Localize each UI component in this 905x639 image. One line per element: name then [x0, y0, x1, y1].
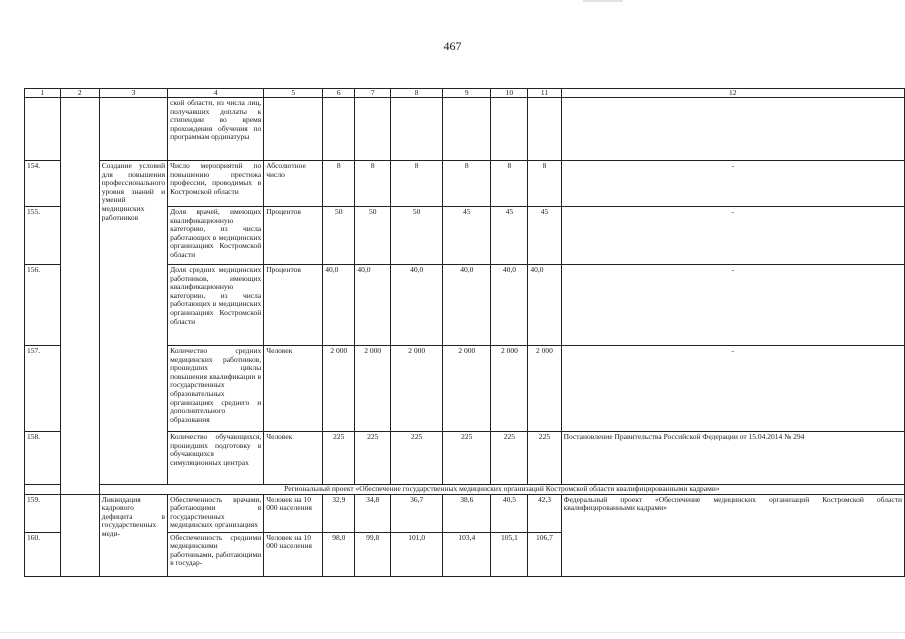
column-2-cell — [60, 98, 99, 495]
header-cell: 10 — [491, 89, 528, 98]
section-row — [25, 485, 905, 495]
note-cell: - — [561, 161, 904, 207]
table-row — [25, 161, 905, 207]
note-cell: - — [561, 346, 904, 432]
row-number: 157. — [25, 346, 61, 432]
value-cell: 8 — [323, 161, 355, 207]
value-cell: 40,0 — [391, 265, 443, 346]
header-cell: 12 — [561, 89, 904, 98]
row-number: 154. — [25, 161, 61, 207]
value-cell: 101,0 — [391, 532, 443, 576]
unit-cell: Человек на 10 000 населения — [264, 494, 323, 532]
value-cell: 38,6 — [443, 494, 491, 532]
scan-edge-line — [0, 632, 905, 633]
value-cell: 8 — [443, 161, 491, 207]
scan-artifact — [583, 0, 623, 2]
value-cell: 2 000 — [491, 346, 528, 432]
row-number — [25, 98, 61, 161]
group-cell: Создание условий для повышения профессионального уровня знаний и умений медицинских работников — [99, 161, 167, 485]
indicators-table-wrap — [24, 88, 905, 577]
value-cell: 2 000 — [443, 346, 491, 432]
row-number: 159. — [25, 494, 61, 532]
row-number: 155. — [25, 207, 61, 265]
unit-cell: Абсолютное число — [264, 161, 323, 207]
indicator-cell: Обеспеченность средними медицинскими работниками, работающими в государ- — [168, 532, 264, 576]
indicator-cell: Количество обучающихся, прошедших подготовку в обучающихся симуляционных центрах — [168, 432, 264, 485]
indicators-table — [24, 88, 905, 577]
value-cell: 105,1 — [491, 532, 528, 576]
value-cell: 99,8 — [355, 532, 391, 576]
value-cell: 50 — [323, 207, 355, 265]
table-row — [25, 98, 905, 161]
indicator-cell: Обеспеченность врачами, работающими в государственных медицинских организациях — [168, 494, 264, 532]
header-cell: 4 — [168, 89, 264, 98]
row-number: 160. — [25, 532, 61, 576]
header-cell: 11 — [528, 89, 561, 98]
value-cell: 45 — [491, 207, 528, 265]
value-cell: 8 — [491, 161, 528, 207]
unit-cell — [264, 98, 323, 161]
value-cell: 2 000 — [323, 346, 355, 432]
note-cell: - — [561, 207, 904, 265]
row-number: 158. — [25, 432, 61, 485]
value-cell: 40,0 — [323, 265, 355, 346]
value-cell: 40,0 — [491, 265, 528, 346]
value-cell: 2 000 — [355, 346, 391, 432]
value-cell: 8 — [355, 161, 391, 207]
group-cell — [99, 98, 167, 161]
value-cell: 225 — [528, 432, 561, 485]
unit-cell: Человек на 10 000 населения — [264, 532, 323, 576]
header-cell: 2 — [60, 89, 99, 98]
note-cell: Федеральный проект «Обеспечение медицинских организаций Костромской области квалифицированными кадрами» — [561, 494, 904, 576]
value-cell: 34,8 — [355, 494, 391, 532]
unit-cell: Человек — [264, 346, 323, 432]
page-number: 467 — [443, 39, 462, 53]
value-cell — [355, 98, 391, 161]
header-cell: 3 — [99, 89, 167, 98]
group-cell: Ликвидация кадрового дефицита в государственных меди- — [99, 494, 167, 576]
value-cell: 225 — [443, 432, 491, 485]
indicator-cell: Доля средних медицинских работников, имеющих квалификационную категорию, из числа работающих в медицинских организациях Костромской области — [168, 265, 264, 346]
value-cell: 103,4 — [443, 532, 491, 576]
value-cell: 225 — [355, 432, 391, 485]
column-2-cell — [60, 494, 99, 576]
header-row — [25, 89, 905, 98]
value-cell: 2 000 — [391, 346, 443, 432]
value-cell: 8 — [391, 161, 443, 207]
header-cell: 7 — [355, 89, 391, 98]
note-cell — [561, 98, 904, 161]
value-cell: 50 — [355, 207, 391, 265]
header-cell: 6 — [323, 89, 355, 98]
section-title: Региональный проект «Обеспечение государственных медицинских организаций Костромской области квалифицированными кадрами» — [99, 485, 904, 495]
value-cell — [323, 98, 355, 161]
value-cell: 98,0 — [323, 532, 355, 576]
value-cell: 106,7 — [528, 532, 561, 576]
value-cell: 32,9 — [323, 494, 355, 532]
note-cell: Постановление Правительства Российской Федерации от 15.04.2014 № 294 — [561, 432, 904, 485]
value-cell: 36,7 — [391, 494, 443, 532]
indicator-cell: Количество средних медицинских работников, прошедших циклы повышения квалификации в государственных образовательных организациях среднего и дополнительного образования — [168, 346, 264, 432]
header-cell: 5 — [264, 89, 323, 98]
value-cell: 2 000 — [528, 346, 561, 432]
section-spacer-cell — [25, 485, 61, 495]
table-row — [25, 494, 905, 532]
value-cell — [528, 98, 561, 161]
value-cell: 40,0 — [443, 265, 491, 346]
value-cell — [391, 98, 443, 161]
row-number: 156. — [25, 265, 61, 346]
unit-cell: Процентов — [264, 207, 323, 265]
indicator-cell: Доля врачей, имеющих квалификационную категорию, из числа работающих в медицинских организациях Костромской области — [168, 207, 264, 265]
value-cell: 45 — [528, 207, 561, 265]
value-cell: 40,5 — [491, 494, 528, 532]
value-cell: 8 — [528, 161, 561, 207]
value-cell: 42,3 — [528, 494, 561, 532]
value-cell: 225 — [491, 432, 528, 485]
header-cell: 9 — [443, 89, 491, 98]
indicator-cell: ской области, из числа лиц, получавших доплаты к стипендии во время прохождения обучения по программам ординатуры — [168, 98, 264, 161]
header-cell: 1 — [25, 89, 61, 98]
indicator-cell: Число мероприятий по повышению престижа профессии, проводимых в Костромской области — [168, 161, 264, 207]
value-cell: 40,0 — [528, 265, 561, 346]
value-cell: 40,0 — [355, 265, 391, 346]
header-cell: 8 — [391, 89, 443, 98]
unit-cell: Человек — [264, 432, 323, 485]
note-cell: - — [561, 265, 904, 346]
value-cell — [443, 98, 491, 161]
value-cell: 45 — [443, 207, 491, 265]
value-cell — [491, 98, 528, 161]
value-cell: 225 — [323, 432, 355, 485]
value-cell: 50 — [391, 207, 443, 265]
unit-cell: Процентов — [264, 265, 323, 346]
value-cell: 225 — [391, 432, 443, 485]
